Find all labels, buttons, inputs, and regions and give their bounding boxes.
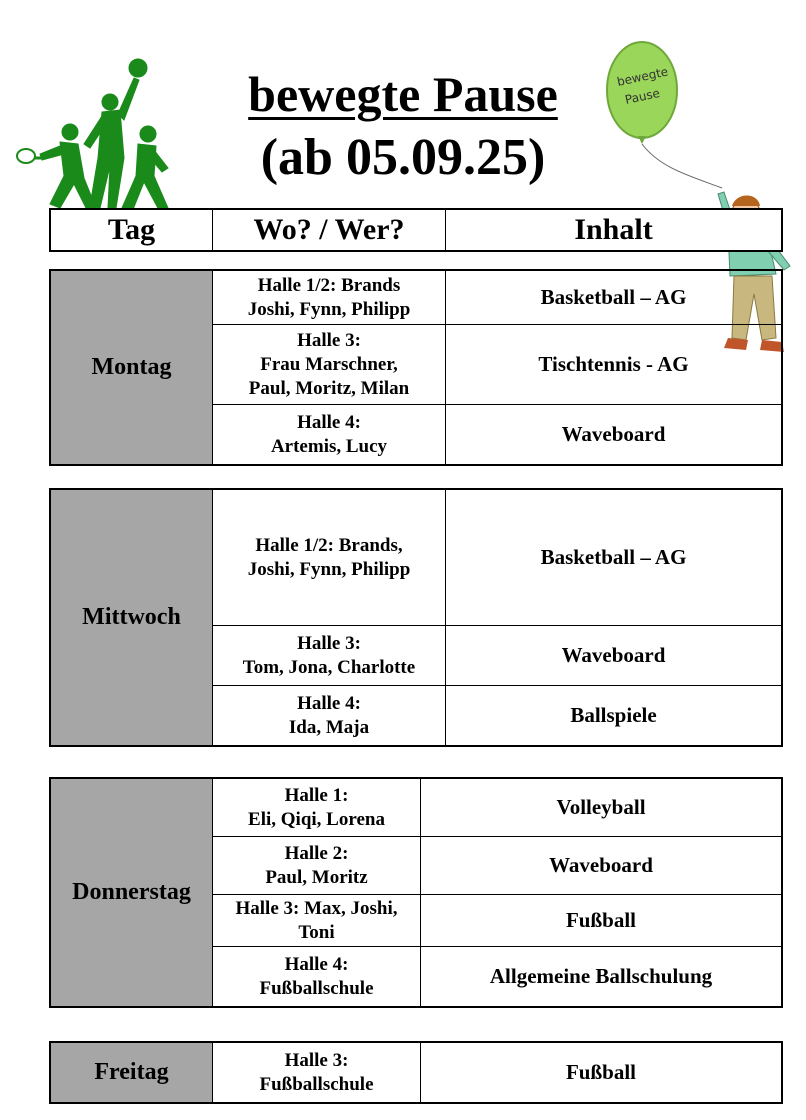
donnerstag-table: [50, 778, 782, 1007]
montag-row-1-what: Basketball – AG: [446, 271, 782, 325]
donnerstag-row-3-where: Halle 3: Max, Joshi, Toni: [213, 895, 421, 947]
mittwoch-row-2-where: Halle 3: Tom, Jona, Charlotte: [213, 626, 446, 686]
balloon-label-2: Pause: [623, 85, 662, 107]
donnerstag-row-3-what: Fußball: [421, 895, 782, 947]
montag-row-1-where: Halle 1/2: Brands Joshi, Fynn, Philipp: [213, 271, 446, 325]
montag-row-3-where: Halle 4: Artemis, Lucy: [213, 405, 446, 465]
header-wo-wer: Wo? / Wer?: [213, 210, 446, 251]
balloon-label-1: bewegte: [615, 64, 670, 89]
montag-row-2-where: Halle 3: Frau Marschner, Paul, Moritz, Milan: [213, 325, 446, 405]
donnerstag-row-4-what: Allgemeine Ballschulung: [421, 947, 782, 1007]
freitag-row-1-where: Halle 3: Fußballschule: [213, 1043, 421, 1103]
montag-table: [50, 270, 782, 465]
mittwoch-table: [50, 489, 782, 746]
mittwoch-row-3-what: Ballspiele: [446, 686, 782, 746]
header-tag: Tag: [51, 210, 213, 251]
day-freitag: Freitag: [51, 1043, 213, 1103]
mittwoch-row-1-what: Basketball – AG: [446, 490, 782, 626]
page-subtitle: (ab 05.09.25): [260, 129, 546, 186]
freitag-row-1-what: Fußball: [421, 1043, 782, 1103]
freitag-table: [50, 1042, 782, 1103]
day-mittwoch: Mittwoch: [51, 490, 213, 746]
donnerstag-row-4-where: Halle 4: Fußballschule: [213, 947, 421, 1007]
header-table: [50, 209, 782, 251]
montag-row-2-what: Tischtennis - AG: [446, 325, 782, 405]
mittwoch-row-3-where: Halle 4: Ida, Maja: [213, 686, 446, 746]
donnerstag-row-1-where: Halle 1: Eli, Qiqi, Lorena: [213, 779, 421, 837]
mittwoch-row-1-where: Halle 1/2: Brands, Joshi, Fynn, Philipp: [213, 490, 446, 626]
mittwoch-row-2-what: Waveboard: [446, 626, 782, 686]
montag-row-3-what: Waveboard: [446, 405, 782, 465]
donnerstag-row-2-where: Halle 2: Paul, Moritz: [213, 837, 421, 895]
header-inhalt: Inhalt: [446, 210, 782, 251]
page-title: bewegte Pause: [248, 66, 558, 122]
donnerstag-row-1-what: Volleyball: [421, 779, 782, 837]
day-donnerstag: Donnerstag: [51, 779, 213, 1007]
sport-figures-icon: [10, 58, 170, 223]
donnerstag-row-2-what: Waveboard: [421, 837, 782, 895]
day-montag: Montag: [51, 271, 213, 465]
